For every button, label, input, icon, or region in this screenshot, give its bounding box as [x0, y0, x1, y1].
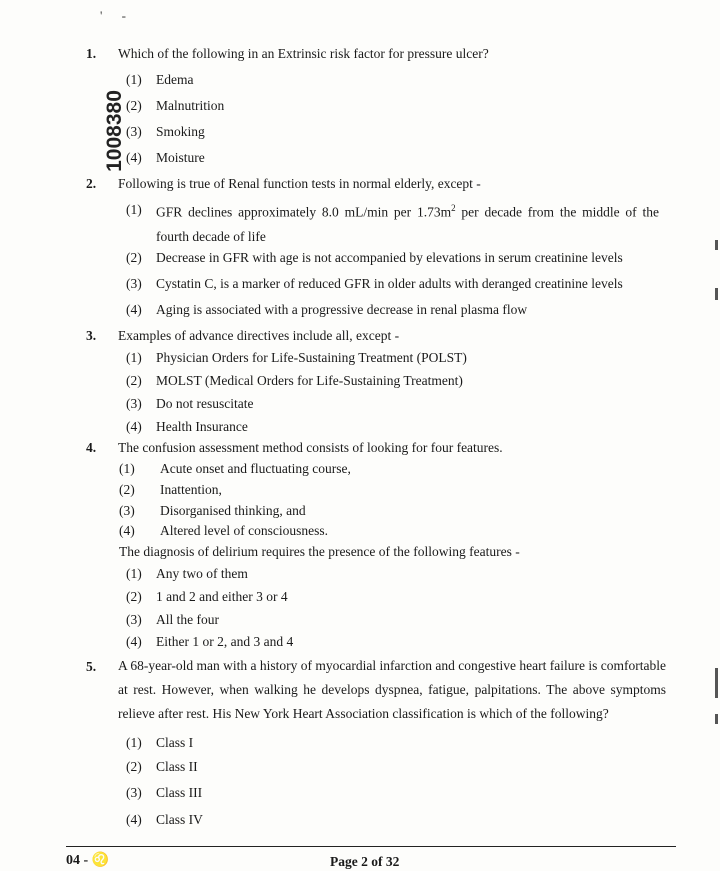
q1-option-1: (1) Edema [126, 72, 194, 87]
question-number: 3. [86, 328, 97, 343]
q3-option-3: (3) Do not resuscitate [126, 396, 254, 411]
q3-option-4: (4) Health Insurance [126, 419, 248, 434]
top-scan-marks: ' - [100, 8, 134, 23]
q4-option-3: (3) All the four [126, 612, 219, 627]
question-text: The confusion assessment method consists of looking for four features. [118, 440, 503, 455]
q4-feature-4: (4) Altered level of consciousness. [119, 523, 328, 538]
q5-option-1: (1) Class I [126, 735, 194, 750]
scan-edge-mark [715, 714, 718, 724]
question-number: 5. [86, 659, 97, 674]
svg-text:1008380: 1008380 [103, 90, 126, 172]
q2-option-1-num: (1) [126, 202, 142, 217]
q5-option-3: (3) Class III [126, 785, 203, 800]
q5-option-2: (2) Class II [126, 759, 198, 774]
q2-option-4: (4) Aging is associated with a progressive decrease in renal plasma flow [126, 302, 528, 317]
question-text: Which of the following in an Extrinsic risk factor for pressure ulcer? [118, 46, 489, 61]
q4-feature-3: (3) Disorganised thinking, and [119, 503, 306, 518]
question-number: 2. [86, 176, 97, 191]
q1-option-3: (3) Smoking [126, 124, 205, 139]
page-number: Page 2 of 32 [330, 854, 400, 869]
q1-option-4: (4) Moisture [126, 150, 205, 165]
question-number: 4. [86, 440, 97, 455]
scan-edge-mark [715, 288, 718, 300]
q5-option-4: (4) Class IV [126, 812, 203, 827]
question-text: Following is true of Renal function tests in normal elderly, except - [118, 176, 481, 191]
question-text: A 68-year-old man with a history of myocardial infarction and congestive heart failure is comfortable at rest. However, when walking he develops dyspnea, fatigue, palpitations. The above symptoms relieve after rest. His New York Heart Association classification is which of the following? [118, 658, 666, 721]
question-number: 1. [86, 46, 97, 61]
q4-option-1: (1) Any two of them [126, 566, 248, 581]
question-text: Examples of advance directives include all, except - [118, 328, 400, 343]
q2-option-2: (2) Decrease in GFR with age is not accompanied by elevations in serum creatinine levels [126, 250, 623, 265]
booklet-code: 04 - ♌ [66, 853, 110, 868]
q3-option-1: (1) Physician Orders for Life-Sustaining Treatment (POLST) [126, 350, 467, 365]
q4-feature-1: (1) Acute onset and fluctuating course, [119, 461, 351, 476]
scan-edge-mark [715, 240, 718, 250]
scan-edge-mark [715, 668, 718, 698]
q4-feature-2: (2) Inattention, [119, 482, 222, 497]
q4-stem: The diagnosis of delirium requires the presence of the following features - [119, 544, 520, 559]
q3-option-2: (2) MOLST (Medical Orders for Life-Sustaining Treatment) [126, 373, 463, 388]
q4-option-4: (4) Either 1 or 2, and 3 and 4 [126, 634, 294, 649]
q2-option-3: (3) Cystatin C, is a marker of reduced GFR in older adults with deranged creatinine levels [126, 276, 623, 291]
q2-option-1: GFR declines approximately 8.0 mL/min per $1.73m^2$ per decade from the middle of the fourth decade of life [156, 203, 659, 244]
q4-option-2: (2) 1 and 2 and either 3 or 4 [126, 589, 288, 604]
q1-option-2: (2) Malnutrition [126, 98, 225, 113]
footer-rule [66, 846, 676, 847]
